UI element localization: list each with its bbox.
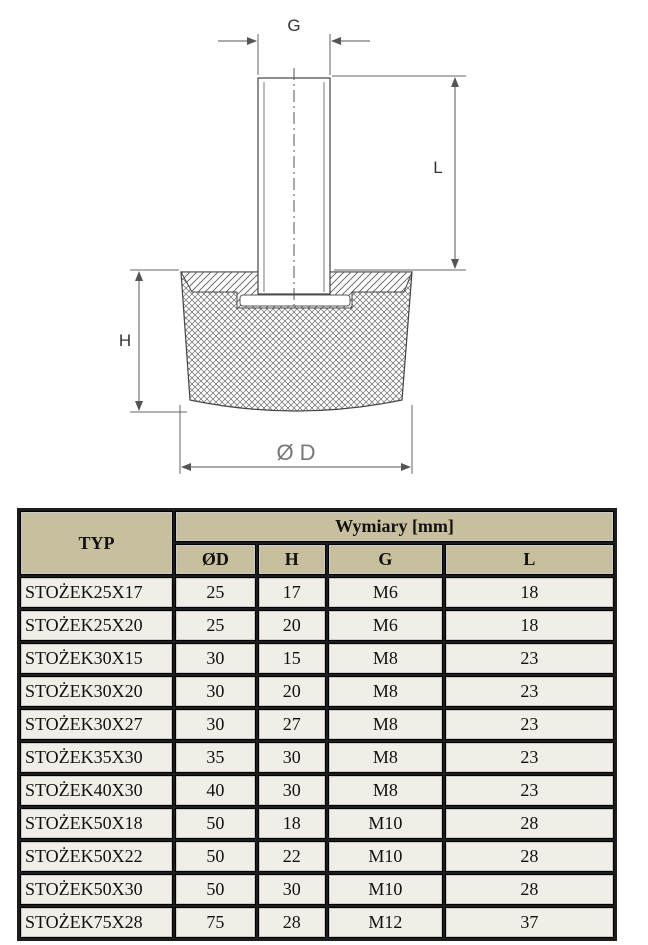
cell-diameter: 30 bbox=[176, 644, 255, 673]
header-length: L bbox=[446, 545, 613, 574]
cell-diameter: 40 bbox=[176, 776, 255, 805]
table-row bbox=[21, 875, 613, 904]
cell-typ: STOŻEK25X17 bbox=[21, 578, 172, 607]
cell-height: 28 bbox=[259, 908, 325, 937]
cell-height: 15 bbox=[259, 644, 325, 673]
cell-diameter: 75 bbox=[176, 908, 255, 937]
table-row bbox=[21, 578, 613, 607]
cell-length: 23 bbox=[446, 776, 613, 805]
header-height: H bbox=[259, 545, 325, 574]
cell-diameter: 30 bbox=[176, 710, 255, 739]
cell-diameter: 25 bbox=[176, 611, 255, 640]
cell-typ: STOŻEK35X30 bbox=[21, 743, 172, 772]
dimension-h-label: H bbox=[118, 331, 132, 350]
cell-diameter: 50 bbox=[176, 875, 255, 904]
cell-typ: STOŻEK50X30 bbox=[21, 875, 172, 904]
table-row bbox=[21, 908, 613, 937]
cell-length: 28 bbox=[446, 842, 613, 871]
dimension-d-label: Ø D bbox=[276, 440, 316, 465]
cell-typ: STOŻEK30X20 bbox=[21, 677, 172, 706]
cell-thread: M10 bbox=[329, 809, 442, 838]
table-row bbox=[21, 743, 613, 772]
cell-thread: M6 bbox=[329, 611, 442, 640]
table-row bbox=[21, 677, 613, 706]
cell-height: 30 bbox=[259, 875, 325, 904]
cell-typ: STOŻEK50X22 bbox=[21, 842, 172, 871]
table-row bbox=[21, 611, 613, 640]
cell-length: 37 bbox=[446, 908, 613, 937]
dimension-l-label: L bbox=[433, 158, 443, 177]
cell-typ: STOŻEK75X28 bbox=[21, 908, 172, 937]
cell-thread: M8 bbox=[329, 710, 442, 739]
cell-thread: M10 bbox=[329, 875, 442, 904]
table-row bbox=[21, 842, 613, 871]
cell-typ: STOŻEK50X18 bbox=[21, 809, 172, 838]
table-row bbox=[21, 710, 613, 739]
cell-height: 17 bbox=[259, 578, 325, 607]
cell-height: 20 bbox=[259, 611, 325, 640]
cell-height: 30 bbox=[259, 776, 325, 805]
table-row bbox=[21, 644, 613, 673]
cell-diameter: 50 bbox=[176, 842, 255, 871]
cell-length: 23 bbox=[446, 677, 613, 706]
dimension-g-label: G bbox=[287, 16, 301, 35]
cell-thread: M8 bbox=[329, 743, 442, 772]
cell-thread: M8 bbox=[329, 677, 442, 706]
cell-length: 18 bbox=[446, 611, 613, 640]
header-thread: G bbox=[329, 545, 442, 574]
cell-typ: STOŻEK30X27 bbox=[21, 710, 172, 739]
cell-thread: M6 bbox=[329, 578, 442, 607]
cell-height: 27 bbox=[259, 710, 325, 739]
cell-height: 30 bbox=[259, 743, 325, 772]
header-typ: TYP bbox=[21, 512, 172, 574]
cell-typ: STOŻEK30X15 bbox=[21, 644, 172, 673]
cell-height: 20 bbox=[259, 677, 325, 706]
cell-length: 28 bbox=[446, 875, 613, 904]
header-diameter: ØD bbox=[176, 545, 255, 574]
cell-length: 23 bbox=[446, 644, 613, 673]
cell-length: 18 bbox=[446, 578, 613, 607]
cell-typ: STOŻEK40X30 bbox=[21, 776, 172, 805]
cell-diameter: 30 bbox=[176, 677, 255, 706]
header-wymiary: Wymiary [mm] bbox=[176, 512, 613, 541]
table-row bbox=[21, 809, 613, 838]
cell-length: 23 bbox=[446, 710, 613, 739]
table-row bbox=[21, 776, 613, 805]
cell-diameter: 50 bbox=[176, 809, 255, 838]
cell-diameter: 35 bbox=[176, 743, 255, 772]
cell-height: 22 bbox=[259, 842, 325, 871]
cell-thread: M8 bbox=[329, 644, 442, 673]
cell-diameter: 25 bbox=[176, 578, 255, 607]
cell-length: 28 bbox=[446, 809, 613, 838]
cell-thread: M8 bbox=[329, 776, 442, 805]
cell-height: 18 bbox=[259, 809, 325, 838]
cell-typ: STOŻEK25X20 bbox=[21, 611, 172, 640]
cell-thread: M12 bbox=[329, 908, 442, 937]
cell-thread: M10 bbox=[329, 842, 442, 871]
cell-length: 23 bbox=[446, 743, 613, 772]
dimensions-table bbox=[17, 508, 617, 941]
